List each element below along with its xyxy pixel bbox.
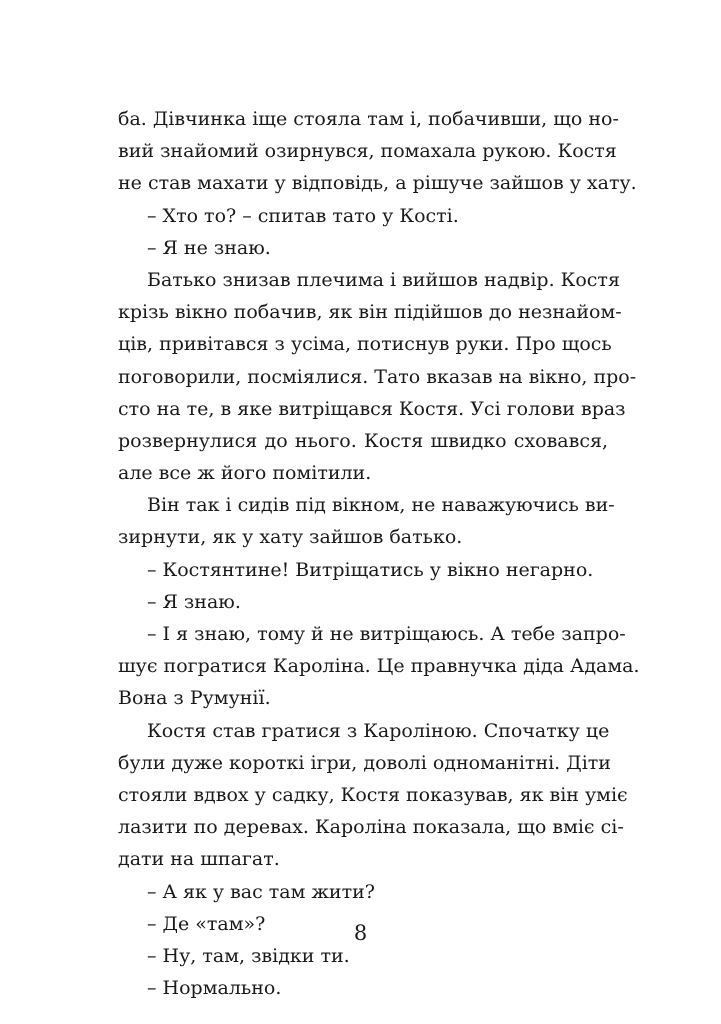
dialogue-line: – Нормально. [147, 977, 282, 1000]
text-line: Він так і сидів під вікном, не наважуючись ви- [147, 494, 615, 517]
text-line: ба. Дівчинка іще стояла там і, побачивши, що но- [118, 108, 619, 130]
text-line: були дуже короткі ігри, доволі одноманітні. Діти [118, 751, 611, 774]
dialogue-line: – Ну, там, звідки ти. [147, 944, 350, 967]
text-line: але все ж його помітили. [118, 462, 372, 485]
dialogue-line: – І я знаю, тому й не витріщаюсь. А тебе запро- [147, 623, 626, 645]
text-line: зирнути, як у хату зайшов батько. [118, 526, 463, 549]
text-line: шує погратися Кароліна. Це правнучка діда Адама. [118, 655, 640, 678]
dialogue-line: – Костянтине! Витріщатись у вікно негарно. [147, 558, 594, 581]
dialogue-line: – Де «там»? [147, 912, 266, 935]
dialogue-line: – Я знаю. [147, 590, 241, 613]
page-number: 8 [353, 921, 368, 945]
text-line: лазити по деревах. Кароліна показала, що вміє сі- [118, 816, 624, 839]
text-line: ців, привітався з усіма, потиснув руки. Про щось [118, 333, 612, 356]
text-line: поговорили, посміялися. Тато вказав на вікно, про- [118, 365, 637, 388]
dialogue-line: – Хто то? – спитав тато у Кості. [147, 204, 459, 227]
text-line: сто на те, в яке витріщався Костя. Усі голови враз [118, 397, 626, 420]
dialogue-line: – А як у вас там жити? [147, 880, 375, 903]
text-line: не став махати у відповідь, а рішуче зайшов у хату. [118, 172, 637, 195]
text-line: Костя став гратися з Кароліною. Спочатку це [147, 719, 610, 742]
text-line: стояли вдвох у садку, Костя показував, як він уміє [118, 783, 628, 806]
body-text [118, 103, 640, 1004]
dialogue-line: – Я не знаю. [147, 236, 271, 259]
text-line: Вона з Румунії. [118, 687, 271, 710]
text-line: крізь вікно побачив, як він підійшов до незнайом- [118, 301, 622, 324]
text-line: розвернулися до нього. Костя швидко сховався, [118, 429, 608, 452]
text-line: Батько знизав плечима і вийшов надвір. Костя [147, 268, 620, 291]
text-line: вий знайомий озирнувся, помахала рукою. Костя [118, 140, 617, 163]
text-line: дати на шпагат. [118, 848, 280, 871]
